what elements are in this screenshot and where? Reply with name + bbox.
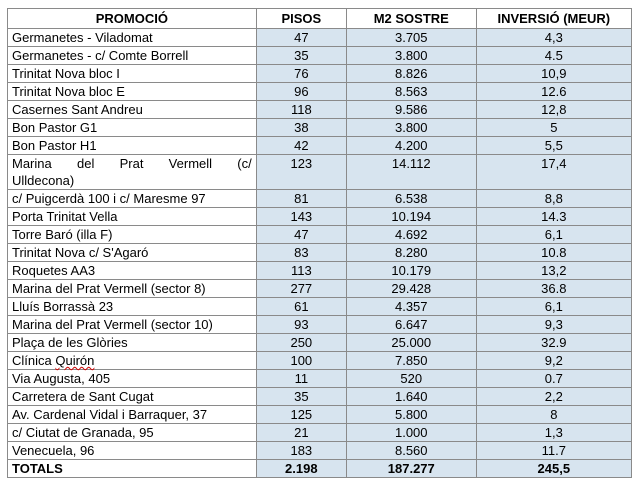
promocio-cell: Roquetes AA3: [8, 262, 257, 280]
promocio-cell: Trinitat Nova bloc E: [8, 83, 257, 101]
totals-inv: 245,5: [476, 460, 631, 478]
inversio-cell: 4.5: [476, 47, 631, 65]
inversio-cell: 5: [476, 119, 631, 137]
m2-sostre-cell: 29.428: [346, 280, 476, 298]
promocio-cell: c/ Puigcerdà 100 i c/ Maresme 97: [8, 190, 257, 208]
promocio-cell: Clínica Quirón: [8, 352, 257, 370]
table-row: [8, 442, 632, 460]
pisos-cell: 76: [256, 65, 346, 83]
promocio-cell: Venecuela, 96: [8, 442, 257, 460]
pisos-cell: 123: [256, 155, 346, 190]
pisos-cell: 35: [256, 388, 346, 406]
promocio-cell: c/ Ciutat de Granada, 95: [8, 424, 257, 442]
m2-sostre-cell: 5.800: [346, 406, 476, 424]
table-row: [8, 65, 632, 83]
totals-row: [8, 460, 632, 478]
inversio-cell: 6,1: [476, 298, 631, 316]
pisos-cell: 42: [256, 137, 346, 155]
promocio-cell: Trinitat Nova bloc I: [8, 65, 257, 83]
table-row: [8, 83, 632, 101]
pisos-cell: 93: [256, 316, 346, 334]
pisos-cell: 250: [256, 334, 346, 352]
m2-sostre-cell: 25.000: [346, 334, 476, 352]
inversio-cell: 8: [476, 406, 631, 424]
inversio-cell: 6,1: [476, 226, 631, 244]
pisos-cell: 183: [256, 442, 346, 460]
inversio-cell: 4,3: [476, 29, 631, 47]
pisos-cell: 277: [256, 280, 346, 298]
table-row: [8, 262, 632, 280]
table-row: [8, 101, 632, 119]
promotions-table: [7, 8, 632, 478]
spellcheck-word: Quirón: [55, 353, 95, 368]
header-row: [8, 9, 632, 29]
pisos-cell: 83: [256, 244, 346, 262]
pisos-cell: 21: [256, 424, 346, 442]
header-m2-sostre: M2 SOSTRE: [346, 9, 476, 29]
inversio-cell: 9,3: [476, 316, 631, 334]
promocio-cell: Marina del Prat Vermell (sector 10): [8, 316, 257, 334]
table-row: [8, 406, 632, 424]
m2-sostre-cell: 7.850: [346, 352, 476, 370]
m2-sostre-cell: 4.692: [346, 226, 476, 244]
inversio-cell: 13,2: [476, 262, 631, 280]
inversio-cell: 8,8: [476, 190, 631, 208]
m2-sostre-cell: 520: [346, 370, 476, 388]
table-row: [8, 190, 632, 208]
pisos-cell: 100: [256, 352, 346, 370]
table-row: [8, 298, 632, 316]
promocio-cell: Germanetes - Viladomat: [8, 29, 257, 47]
promocio-cell: Carretera de Sant Cugat: [8, 388, 257, 406]
promocio-cell: Casernes Sant Andreu: [8, 101, 257, 119]
table-row: [8, 424, 632, 442]
table-row: [8, 208, 632, 226]
inversio-cell: 14.3: [476, 208, 631, 226]
table-row: [8, 388, 632, 406]
promocio-cell: Torre Baró (illa F): [8, 226, 257, 244]
promocio-cell: Bon Pastor H1: [8, 137, 257, 155]
pisos-cell: 96: [256, 83, 346, 101]
inversio-cell: 2,2: [476, 388, 631, 406]
promocio-cell: Trinitat Nova c/ S'Agaró: [8, 244, 257, 262]
totals-pisos: 2.198: [256, 460, 346, 478]
inversio-cell: 10.8: [476, 244, 631, 262]
table-row: [8, 137, 632, 155]
m2-sostre-cell: 10.179: [346, 262, 476, 280]
inversio-cell: 0.7: [476, 370, 631, 388]
pisos-cell: 81: [256, 190, 346, 208]
inversio-cell: 11.7: [476, 442, 631, 460]
pisos-cell: 113: [256, 262, 346, 280]
promocio-cell: [8, 155, 257, 190]
table-row: [8, 280, 632, 298]
m2-sostre-cell: 6.538: [346, 190, 476, 208]
promocio-line-1: Marina del Prat Vermell (c/: [12, 156, 252, 171]
inversio-cell: 9,2: [476, 352, 631, 370]
promocio-cell: Av. Cardenal Vidal i Barraquer, 37: [8, 406, 257, 424]
promocio-cell: Via Augusta, 405: [8, 370, 257, 388]
table-row: [8, 47, 632, 65]
inversio-cell: 32.9: [476, 334, 631, 352]
header-inversio: INVERSIÓ (MEUR): [476, 9, 631, 29]
m2-sostre-cell: 8.563: [346, 83, 476, 101]
m2-sostre-cell: 3.800: [346, 47, 476, 65]
header-promocio: PROMOCIÓ: [8, 9, 257, 29]
table-row: [8, 155, 632, 190]
pisos-cell: 143: [256, 208, 346, 226]
inversio-cell: 12.6: [476, 83, 631, 101]
pisos-cell: 61: [256, 298, 346, 316]
pisos-cell: 11: [256, 370, 346, 388]
inversio-cell: 10,9: [476, 65, 631, 83]
promocio-cell: Germanetes - c/ Comte Borrell: [8, 47, 257, 65]
promocio-cell: Plaça de les Glòries: [8, 334, 257, 352]
header-pisos: PISOS: [256, 9, 346, 29]
m2-sostre-cell: 1.000: [346, 424, 476, 442]
table-row: [8, 316, 632, 334]
inversio-cell: 5,5: [476, 137, 631, 155]
pisos-cell: 125: [256, 406, 346, 424]
m2-sostre-cell: 8.826: [346, 65, 476, 83]
pisos-cell: 118: [256, 101, 346, 119]
totals-label: TOTALS: [8, 460, 257, 478]
promocio-cell: Lluís Borrassà 23: [8, 298, 257, 316]
table-row: [8, 29, 632, 47]
m2-sostre-cell: 4.200: [346, 137, 476, 155]
pisos-cell: 47: [256, 226, 346, 244]
pisos-cell: 47: [256, 29, 346, 47]
m2-sostre-cell: 3.705: [346, 29, 476, 47]
table-row: [8, 370, 632, 388]
promocio-cell: Bon Pastor G1: [8, 119, 257, 137]
totals-m2: 187.277: [346, 460, 476, 478]
m2-sostre-cell: 8.560: [346, 442, 476, 460]
inversio-cell: 12,8: [476, 101, 631, 119]
pisos-cell: 38: [256, 119, 346, 137]
inversio-cell: 1,3: [476, 424, 631, 442]
promocio-cell: Marina del Prat Vermell (sector 8): [8, 280, 257, 298]
m2-sostre-cell: 1.640: [346, 388, 476, 406]
m2-sostre-cell: 14.112: [346, 155, 476, 190]
table-row: [8, 334, 632, 352]
m2-sostre-cell: 3.800: [346, 119, 476, 137]
promocio-cell: Porta Trinitat Vella: [8, 208, 257, 226]
m2-sostre-cell: 10.194: [346, 208, 476, 226]
pisos-cell: 35: [256, 47, 346, 65]
table-row: [8, 226, 632, 244]
inversio-cell: 17,4: [476, 155, 631, 190]
m2-sostre-cell: 9.586: [346, 101, 476, 119]
table-row: [8, 119, 632, 137]
m2-sostre-cell: 8.280: [346, 244, 476, 262]
table-row: [8, 352, 632, 370]
m2-sostre-cell: 4.357: [346, 298, 476, 316]
table-row: [8, 244, 632, 262]
inversio-cell: 36.8: [476, 280, 631, 298]
m2-sostre-cell: 6.647: [346, 316, 476, 334]
promocio-line-2: Ulldecona): [12, 173, 75, 188]
